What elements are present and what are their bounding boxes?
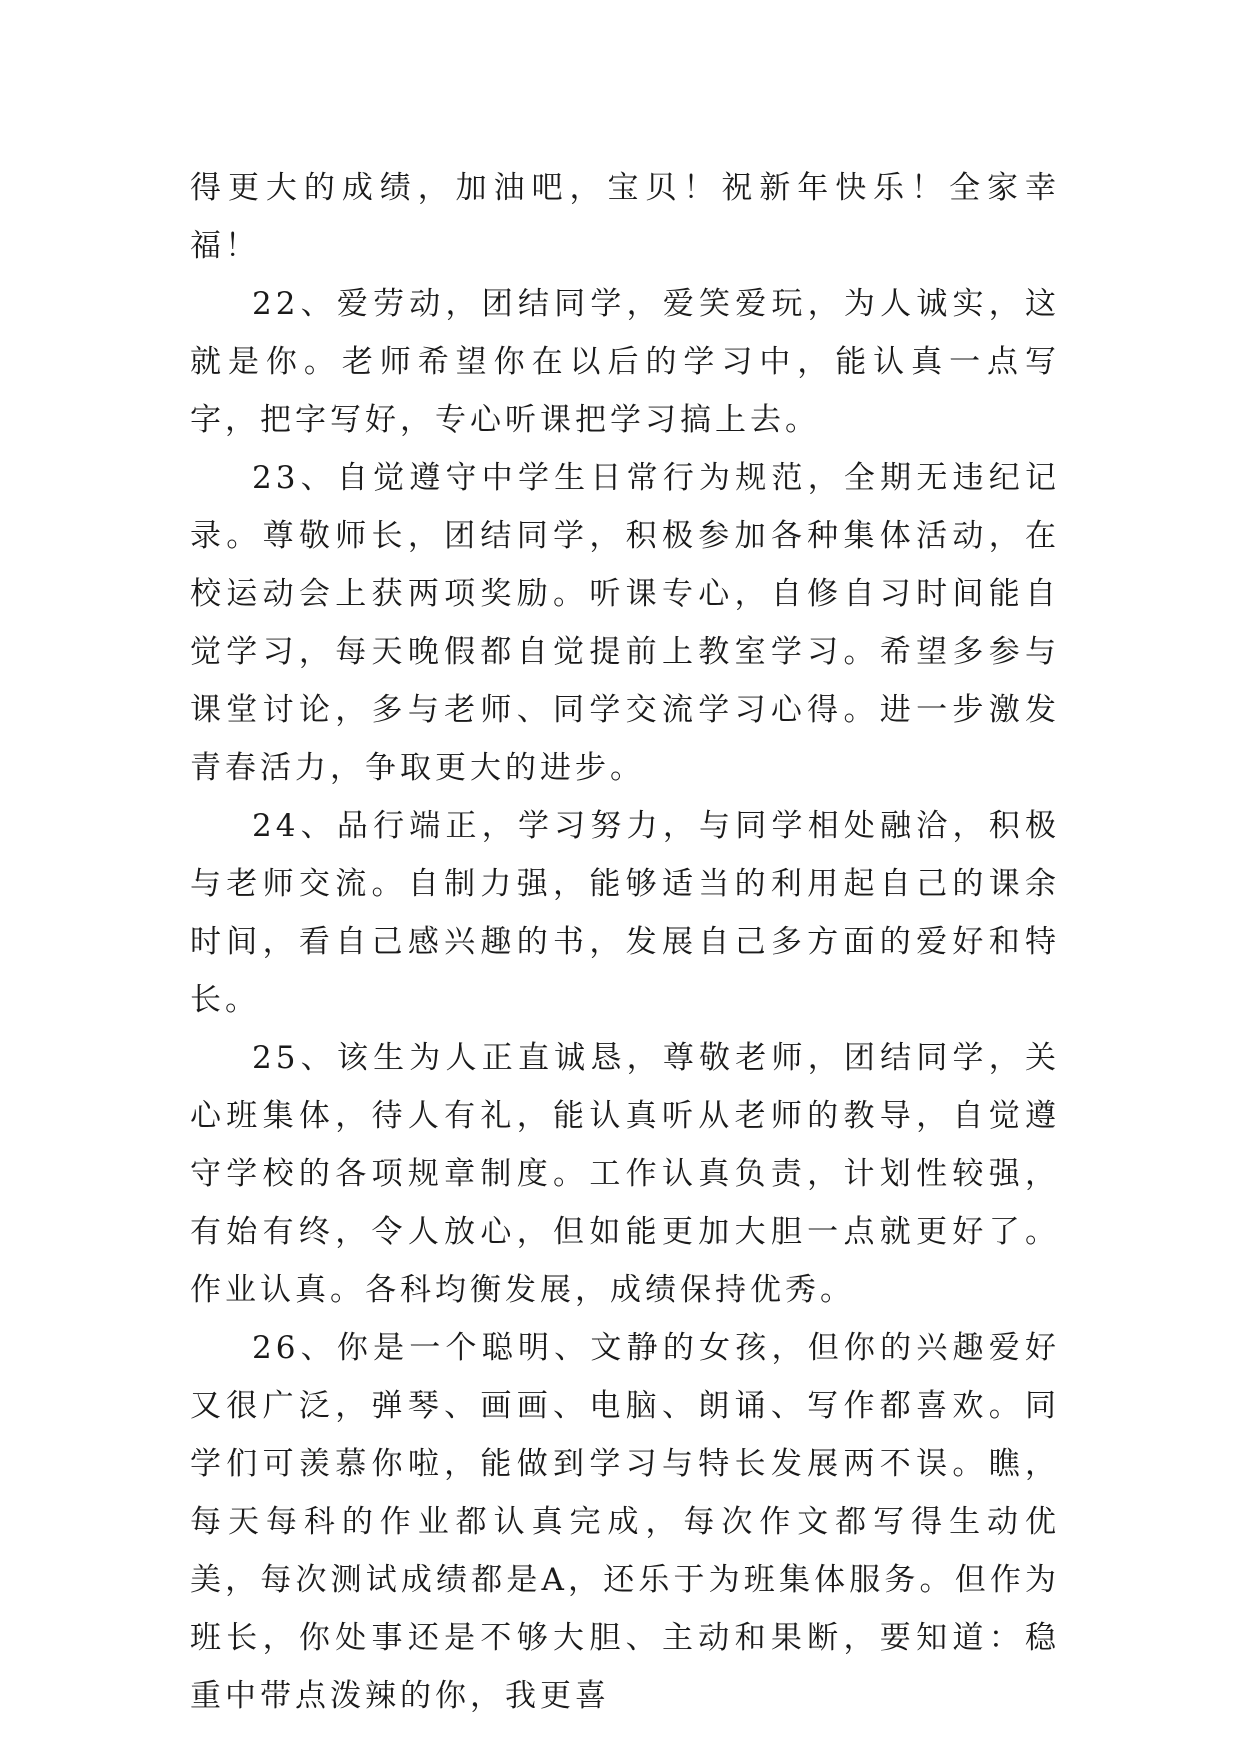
- paragraph-25: 25、该生为人正直诚恳，尊敬老师，团结同学，关心班集体，待人有礼，能认真听从老师的教导，自觉遵守学校的各项规章制度。工作认真负责，计划性较强，有始有终，令人放心，但如能更加大胆一点就更好了。作业认真。各科均衡发展，成绩保持优秀。: [190, 1040, 1060, 1308]
- document-body: [190, 159, 1060, 1725]
- paragraph-continuation: 得更大的成绩，加油吧，宝贝！祝新年快乐！全家幸福！: [190, 170, 1060, 264]
- paragraph-26: 26、你是一个聪明、文静的女孩，但你的兴趣爱好又很广泛，弹琴、画画、电脑、朗诵、写作都喜欢。同学们可羡慕你啦，能做到学习与特长发展两不误。瞧，每天每科的作业都认真完成，每次作文都写得生动优美，每次测试成绩都是A，还乐于为班集体服务。但作为班长，你处事还是不够大胆、主动和果断，要知道：稳重中带点泼辣的你，我更喜: [190, 1330, 1060, 1714]
- paragraph-24: 24、品行端正，学习努力，与同学相处融洽，积极与老师交流。自制力强，能够适当的利用起自己的课余时间，看自己感兴趣的书，发展自己多方面的爱好和特长。: [190, 808, 1060, 1018]
- paragraph-23: 23、自觉遵守中学生日常行为规范，全期无违纪记录。尊敬师长，团结同学，积极参加各种集体活动，在校运动会上获两项奖励。听课专心，自修自习时间能自觉学习，每天晚假都自觉提前上教室学习。希望多参与课堂讨论，多与老师、同学交流学习心得。进一步激发青春活力，争取更大的进步。: [190, 460, 1060, 786]
- paragraph-22: 22、爱劳动，团结同学，爱笑爱玩，为人诚实，这就是你。老师希望你在以后的学习中，能认真一点写字，把字写好，专心听课把学习搞上去。: [190, 286, 1060, 438]
